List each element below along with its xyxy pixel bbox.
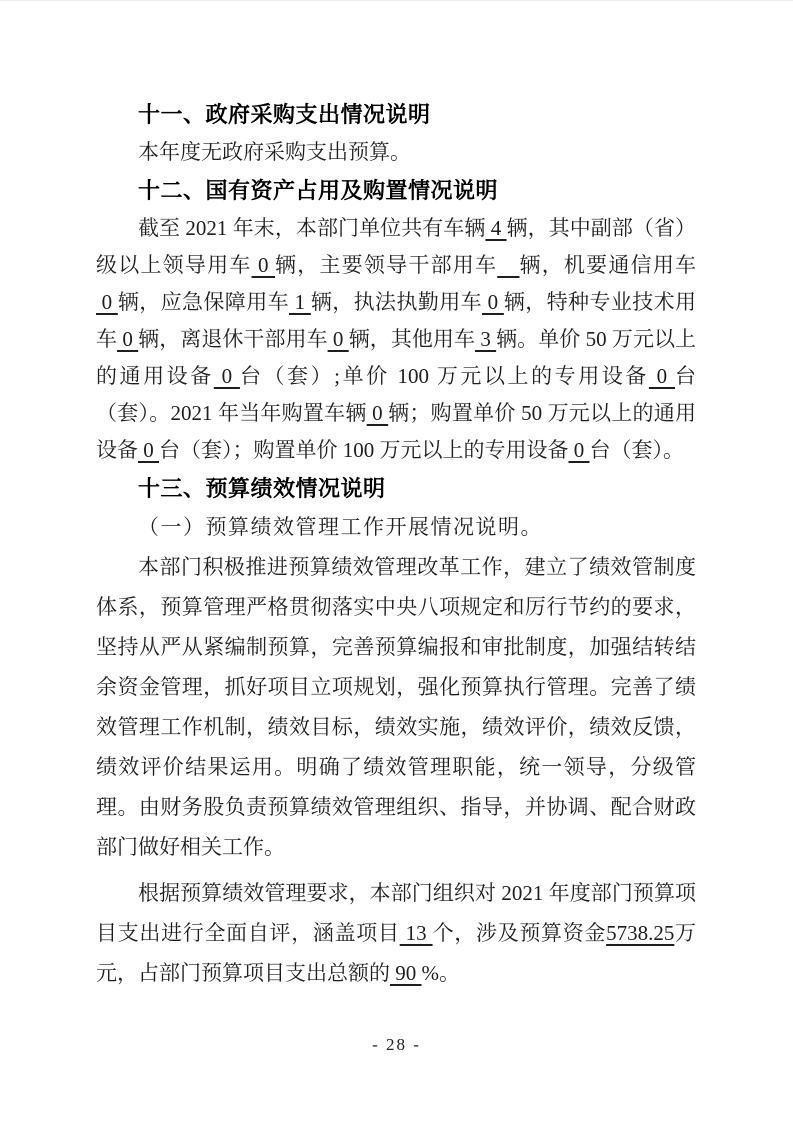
paragraph-text: 辆，机要通信用车 (519, 253, 697, 277)
paragraph-text: 辆，其中副部（省）级以上领导用车 (96, 216, 697, 277)
underlined-fill-in-value: 90 (390, 961, 422, 985)
paragraph-vehicles-and-equipment (96, 210, 696, 469)
page-number: - 28 - (372, 1035, 421, 1054)
underlined-fill-in-value: 13 (399, 921, 433, 945)
underlined-fill-in-value: 0 (251, 253, 276, 277)
section-heading-13-budget-performance: 十三、预算绩效情况说明 (138, 476, 386, 501)
underlined-fill-in-value: 0 (213, 364, 240, 388)
underlined-fill-in-value: 1 (289, 290, 311, 314)
paragraph-text: 根据预算绩效管理要求，本部门组织对 2021 年度部门预算项目支出进行全面自评，涵盖项目 (96, 881, 696, 945)
paragraph-text: 个，涉及预算资金 (432, 921, 607, 945)
paragraph-text: 辆，执法执勤用车 (310, 290, 483, 314)
paragraph-text: 万元，占部门预算项目支出总额的 (96, 921, 697, 985)
paragraph-no-procurement-budget (96, 134, 696, 171)
underlined-fill-in-value: 0 (568, 438, 590, 462)
underlined-fill-in-value: 0 (482, 290, 504, 314)
underlined-fill-in-value: 5738.25 (606, 921, 675, 945)
paragraph-text: 台（套）。 (589, 438, 684, 462)
paragraph-performance-management (96, 547, 696, 867)
paragraph-text: 辆，应急保障用车 (117, 290, 290, 314)
paragraph-self-evaluation (96, 873, 696, 993)
paragraph-text: 截至 2021 年末，本部门单位共有车辆 (138, 216, 486, 240)
underlined-fill-in-value: 0 (648, 364, 675, 388)
underlined-fill-in-value: 3 (475, 327, 497, 351)
paragraph-text: 本部门积极推进预算绩效管理改革工作，建立了绩效管制度体系，预算管理严格贯彻落实中央八项规定和厉行节约的要求，坚持从严从紧编制预算，完善预算编报和审批制度，加强结转结余资金管理，抓好项目立项规划，强化预算执行管理。完善了绩效管理工作机制，绩效目标，绩效实施，绩效评价，绩效反馈，绩效评价结果运用。明确了绩效管理职能，统一领导，分级管理。由财务股负责预算绩效管理组织、指导，并协调、配合财政部门做好相关工作。 (96, 555, 696, 859)
paragraph-text: 台（套）。2021 年当年购置车辆 (96, 364, 696, 425)
underlined-fill-in-value: 0 (96, 290, 118, 314)
underlined-fill-in-value: 4 (485, 216, 507, 240)
underlined-fill-in-value: 0 (327, 327, 349, 351)
subsection-heading-performance-management: （一）预算绩效管理工作开展情况说明。 (138, 515, 543, 539)
paragraph-text: 辆，主要领导干部用车 (275, 253, 498, 277)
paragraph-text: 辆。单价 50 万元以上的通用设备 (96, 327, 697, 388)
underlined-fill-in-value: 0 (366, 401, 389, 425)
paragraph-text: 辆，离退休干部用车 (138, 327, 328, 351)
section-heading-11-gov-procurement: 十一、政府采购支出情况说明 (138, 102, 431, 127)
paragraph-text: 辆；购置单价 50 万元以上的通用设备 (96, 401, 697, 462)
paragraph-text: 辆，特种专业技术用车 (96, 290, 697, 351)
underlined-fill-in-value (497, 253, 519, 277)
underlined-fill-in-value: 0 (138, 438, 159, 462)
paragraph-text: 本年度无政府采购支出预算。 (138, 140, 411, 164)
section-heading-12-state-assets: 十二、国有资产占用及购置情况说明 (138, 178, 499, 203)
paragraph-text: 台（套）;单价 100 万元以上的专用设备 (239, 364, 649, 388)
paragraph-text: 辆，其他用车 (348, 327, 476, 351)
paragraph-text: %。 (421, 961, 460, 985)
paragraph-text: 台（套）；购置单价 100 万元以上的专用设备 (159, 438, 569, 462)
underlined-fill-in-value: 0 (117, 327, 139, 351)
document-body (96, 95, 696, 993)
